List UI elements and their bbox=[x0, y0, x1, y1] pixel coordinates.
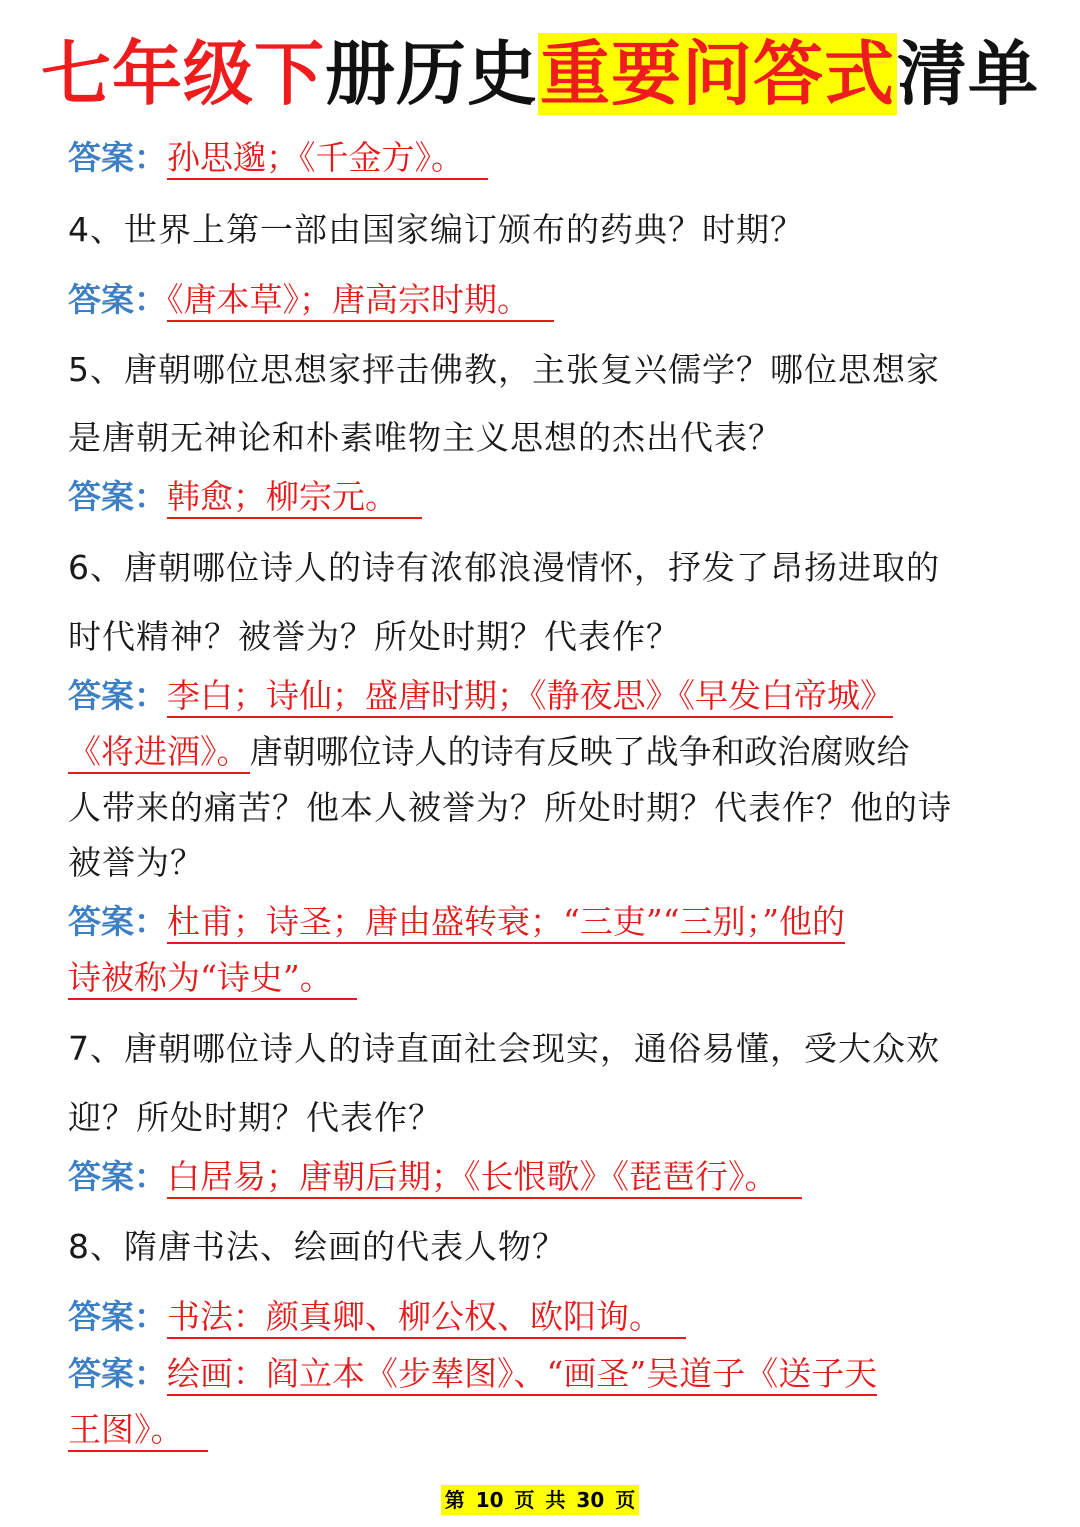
answer-text: 《将进酒》。 bbox=[68, 732, 250, 774]
answer-label: 答案： bbox=[68, 138, 167, 177]
answer-label: 答案： bbox=[68, 1157, 167, 1196]
answer-6b-line-2 bbox=[68, 953, 1018, 1003]
answer-5 bbox=[68, 472, 1018, 522]
answer-6b-line-1 bbox=[68, 897, 1018, 947]
answer-label: 答案： bbox=[68, 280, 167, 319]
answer-text: 《唐本草》；唐高宗时期。 bbox=[167, 280, 554, 322]
answer-6-line-2 bbox=[68, 727, 1018, 777]
title-part-black-end: 清单 bbox=[897, 33, 1039, 115]
answer-label: 答案： bbox=[68, 1354, 167, 1393]
answer-text: 绘画：阎立本《步辇图》、“画圣”吴道子《送子天 bbox=[167, 1354, 877, 1396]
answer-text: 孙思邈；《千金方》。 bbox=[167, 138, 488, 180]
question-6-line-1: 6、唐朝哪位诗人的诗有浓郁浪漫情怀，抒发了昂扬进取的 bbox=[68, 548, 940, 587]
answer-7 bbox=[68, 1152, 1018, 1202]
answer-text: 诗被称为“诗史”。 bbox=[68, 958, 357, 1000]
question-6-line-2: 时代精神？被誉为？所处时期？代表作？ bbox=[68, 617, 680, 656]
page-footer bbox=[0, 1485, 1080, 1515]
answer-text: 李白；诗仙；盛唐时期；《静夜思》《早发白帝城》 bbox=[167, 676, 893, 718]
answer-label: 答案： bbox=[68, 477, 167, 516]
page-title bbox=[0, 22, 1080, 127]
answer-text: 王图》。 bbox=[68, 1410, 208, 1452]
question-6b-line-1: 唐朝哪位诗人的诗有反映了战争和政治腐败给 bbox=[249, 732, 910, 771]
question-6b-line-2: 人带来的痛苦？他本人被誉为？所处时期？代表作？他的诗 bbox=[68, 788, 952, 827]
question-7-line-2: 迎？所处时期？代表作？ bbox=[68, 1098, 442, 1137]
answer-text: 杜甫；诗圣；唐由盛转衰；“三吏”“三别；”他的 bbox=[167, 902, 845, 944]
question-8: 8、隋唐书法、绘画的代表人物？ bbox=[68, 1227, 566, 1266]
answer-label: 答案： bbox=[68, 1297, 167, 1336]
question-5-line-1: 5、唐朝哪位思想家抨击佛教，主张复兴儒学？哪位思想家 bbox=[68, 350, 940, 389]
answer-8-painting-line-1 bbox=[68, 1349, 1018, 1399]
title-part-black: 册历史 bbox=[325, 33, 538, 115]
title-highlight: 重要问答式 bbox=[540, 33, 895, 115]
answer-label: 答案： bbox=[68, 902, 167, 941]
answer-8-calligraphy bbox=[68, 1292, 1018, 1342]
answer-4 bbox=[68, 275, 1018, 325]
answer-8-painting-line-2 bbox=[68, 1405, 1018, 1455]
title-part-red: 七年级下 bbox=[41, 33, 325, 115]
answer-3 bbox=[68, 133, 1018, 183]
question-6b-line-3: 被誉为？ bbox=[68, 843, 204, 882]
answer-text: 白居易；唐朝后期；《长恨歌》《琵琶行》。 bbox=[167, 1157, 802, 1199]
answer-label: 答案： bbox=[68, 676, 167, 715]
answer-6-line-1 bbox=[68, 671, 1018, 721]
answer-text: 韩愈；柳宗元。 bbox=[167, 477, 422, 519]
answer-text: 书法：颜真卿、柳公权、欧阳询。 bbox=[167, 1297, 686, 1339]
question-4: 4、世界上第一部由国家编订颁布的药典？时期？ bbox=[68, 210, 804, 249]
page-number: 第 10 页 共 30 页 bbox=[441, 1485, 639, 1515]
question-7-line-1: 7、唐朝哪位诗人的诗直面社会现实，通俗易懂，受大众欢 bbox=[68, 1029, 940, 1068]
question-5-line-2: 是唐朝无神论和朴素唯物主义思想的杰出代表？ bbox=[68, 418, 782, 457]
